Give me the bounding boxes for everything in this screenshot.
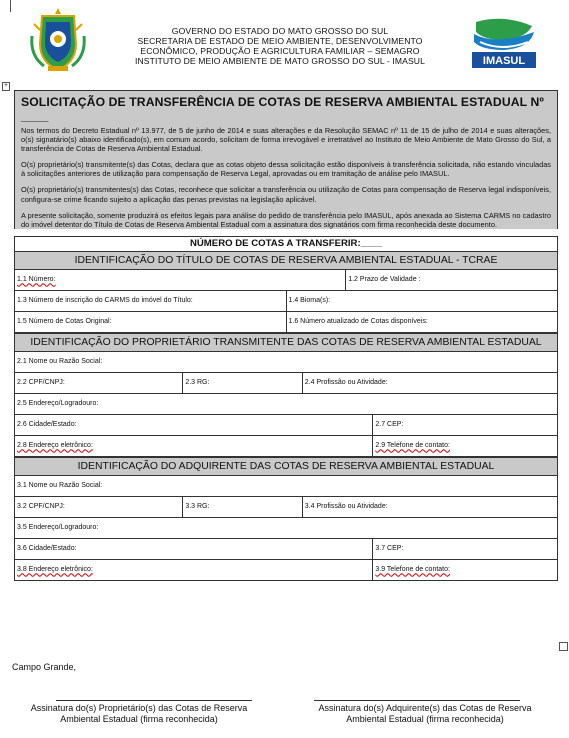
section-acquirer-heading: IDENTIFICAÇÃO DO ADQUIRENTE DAS COTAS DE RESERVA AMBIENTAL ESTADUAL xyxy=(14,457,558,475)
field-acquirer-cpf[interactable]: 3.2 CPF/CNPJ: xyxy=(15,496,183,517)
page-header xyxy=(0,0,569,78)
form-intro-box xyxy=(14,90,558,229)
section-title-heading: IDENTIFICAÇÃO DO TÍTULO DE COTAS DE RESERVA AMBIENTAL ESTADUAL - TCRAE xyxy=(14,251,558,269)
field-title-number[interactable]: 1.1 Número: xyxy=(15,269,346,290)
signature-caption-left xyxy=(4,703,274,725)
signature-right-line-2: Ambiental Estadual (firma reconhecida) xyxy=(346,714,504,724)
field-available-quota-count[interactable]: 1.6 Número atualizado de Cotas disponíveis: xyxy=(286,311,558,332)
signing-place: Campo Grande, xyxy=(12,662,77,672)
field-acquirer-address[interactable]: 3.5 Endereço/Logradouro: xyxy=(15,517,558,538)
intro-paragraph-2: O(s) proprietário(s) transmitente(s) das Cotas, declara que as cotas objeto dessa solicitação estão disponíveis à transferência solicitada, não estando vinculadas à solicitações anteriores de utilização para compensação de Reserva Legal, aprovadas ou em tramitação de análise pelo IMASUL. xyxy=(21,160,551,179)
gov-line-1: GOVERNO DO ESTADO DO MATO GROSSO DO SUL xyxy=(171,26,389,36)
field-biomes[interactable]: 1.4 Bioma(s): xyxy=(286,290,558,311)
field-transferor-email[interactable]: 2.8 Endereço eletrônico: xyxy=(15,435,373,456)
title-fields-table xyxy=(14,269,558,333)
field-transferor-cep[interactable]: 2.7 CEP: xyxy=(373,414,558,435)
imasul-logo-icon xyxy=(466,18,542,72)
gov-line-2: SECRETARIA DE ESTADO DE MEIO AMBIENTE, DESENVOLVIMENTO xyxy=(137,36,423,46)
signature-left-line-1: Assinatura do(s) Proprietário(s) das Cotas de Reserva xyxy=(30,703,248,713)
field-acquirer-cep[interactable]: 3.7 CEP: xyxy=(373,538,558,559)
field-transferor-city[interactable]: 2.6 Cidade/Estado: xyxy=(15,414,373,435)
state-crest-icon xyxy=(28,6,88,74)
imasul-logo-text: IMASUL xyxy=(482,55,526,67)
field-acquirer-phone[interactable]: 3.9 Telefone de contato: xyxy=(373,559,558,580)
field-transferor-name[interactable]: 2.1 Nome ou Razão Social: xyxy=(15,351,558,372)
field-validity-period[interactable]: 1.2 Prazo de Validade : xyxy=(346,269,558,290)
intro-paragraph-3: O(s) proprietário(s) transmitentes(s) das Cotas, reconhece que solicitar a transferência ou utilização de Cotas para compensação de Reserva legal indisponíveis, configura-se crime ficando sujeito a aplicação das penas previstas na legislação aplicável. xyxy=(21,185,551,204)
intro-paragraph-1: Nos termos do Decreto Estadual nº 13.977, de 5 de junho de 2014 e suas alterações e da Resolução SEMAC nº 11 de 15 de julho de 2014 e suas alterações, o(s) signatário(s) abaixo identificado(s), em comum acordo, solicitam de forma irrevogável e irretratável ao Instituto de Meio Ambiente de Mato Grosso do Sul, a transferência de Cotas de Reserva Ambiental Estadual. xyxy=(21,126,551,154)
table-resize-handle-icon[interactable] xyxy=(559,642,568,651)
signature-right-line-1: Assinatura do(s) Adquirente(s) das Cotas de Reserva xyxy=(318,703,532,713)
field-transferor-rg[interactable]: 2.3 RG: xyxy=(183,372,302,393)
field-transferor-address[interactable]: 2.5 Endereço/Logradouro: xyxy=(15,393,558,414)
field-acquirer-email[interactable]: 3.8 Endereço eletrônico: xyxy=(15,559,373,580)
field-carms-registration[interactable]: 1.3 Número de inscrição do CARMS do imóvel do Título: xyxy=(15,290,287,311)
signature-line-left xyxy=(56,700,252,701)
signature-left-line-2: Ambiental Estadual (firma reconhecida) xyxy=(60,714,218,724)
acquirer-fields-table xyxy=(14,475,558,581)
signature-caption-right xyxy=(290,703,560,725)
signature-line-right xyxy=(314,700,520,701)
field-original-quota-count[interactable]: 1.5 Número de Cotas Original: xyxy=(15,311,287,332)
field-acquirer-rg[interactable]: 3.3 RG: xyxy=(183,496,302,517)
gov-line-3: ECONÔMICO, PRODUÇÃO E AGRICULTURA FAMILIAR – SEMAGRO xyxy=(140,46,420,56)
section-transferor-heading: IDENTIFICAÇÃO DO PROPRIETÁRIO TRANSMITENTE DAS COTAS DE RESERVA AMBIENTAL ESTADUAL xyxy=(14,333,558,351)
field-acquirer-city[interactable]: 3.6 Cidade/Estado: xyxy=(15,538,373,559)
intro-paragraph-4: A presente solicitação, somente produzirá os efeitos legais para análise do pedido de transferência pelo IMASUL, após anexada ao Sistema CARMS no cadastro do imóvel detentor do Título de Cotas de Reserva Ambiental Estadual com a assinatura dos signatários com firma reconhecida deste documento. xyxy=(21,210,551,229)
field-acquirer-profession[interactable]: 3.4 Profissão ou Atividade: xyxy=(302,496,557,517)
transfer-request-form xyxy=(14,90,558,581)
field-transferor-cpf[interactable]: 2.2 CPF/CNPJ: xyxy=(15,372,183,393)
field-transferor-profession[interactable]: 2.4 Profissão ou Atividade: xyxy=(302,372,557,393)
quota-count-field[interactable]: NÚMERO DE COTAS A TRANSFERIR:____ xyxy=(14,236,558,251)
form-title: SOLICITAÇÃO DE TRANSFERÊNCIA DE COTAS DE RESERVA AMBIENTAL ESTADUAL Nº ____ xyxy=(21,95,544,123)
gov-line-4: INSTITUTO DE MEIO AMBIENTE DE MATO GROSSO DO SUL - IMASUL xyxy=(135,56,425,66)
government-header-text xyxy=(130,26,430,66)
field-acquirer-name[interactable]: 3.1 Nome ou Razão Social: xyxy=(15,475,558,496)
table-handle-icon[interactable]: + xyxy=(2,82,10,91)
transferor-fields-table xyxy=(14,351,558,457)
field-transferor-phone[interactable]: 2.9 Telefone de contato: xyxy=(373,435,558,456)
